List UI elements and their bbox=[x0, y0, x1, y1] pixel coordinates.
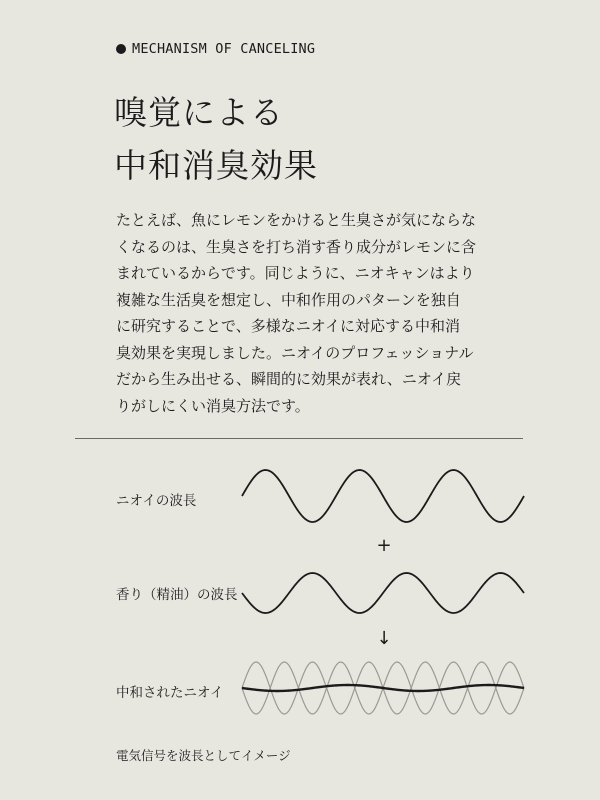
body-line: くなるのは、生臭さを打ち消す香り成分がレモンに含 bbox=[116, 237, 477, 256]
title-line-1: 嗅覚による bbox=[114, 93, 284, 132]
bullet-dot-icon bbox=[116, 44, 126, 54]
eyebrow bbox=[116, 41, 315, 57]
neutralized-label: 中和されたニオイ bbox=[116, 685, 224, 701]
body-line: たとえば、魚にレモンをかけると生臭さが気にならな bbox=[116, 211, 477, 229]
title-line-2: 中和消臭効果 bbox=[114, 146, 318, 185]
neutralized-wave bbox=[242, 660, 524, 716]
aroma-wave-line bbox=[242, 573, 524, 613]
down-arrow-icon: ↓ bbox=[376, 628, 392, 649]
section-divider bbox=[75, 438, 523, 439]
body-line: まれているからです。同じように、ニオキャンはより bbox=[116, 264, 475, 282]
odor-wave-label: ニオイの波長 bbox=[116, 493, 197, 509]
body-line: 複雑な生活臭を想定し、中和作用のパターンを独自 bbox=[116, 290, 461, 309]
odor-wave bbox=[242, 468, 524, 524]
footnote: 電気信号を波長としてイメージ bbox=[116, 748, 291, 763]
aroma-wave bbox=[242, 571, 524, 615]
body-line: だから生み出せる、瞬間的に効果が表れ、ニオイ戻 bbox=[116, 370, 462, 388]
page-title bbox=[114, 86, 318, 192]
eyebrow-label: MECHANISM OF CANCELING bbox=[132, 41, 316, 57]
body-paragraph bbox=[116, 207, 496, 419]
neutralized-wave-line bbox=[242, 685, 524, 691]
body-line: りがしにくい消臭方法です。 bbox=[116, 396, 310, 415]
plus-symbol: + bbox=[376, 535, 392, 556]
body-line: に研究することで、多様なニオイに対応する中和消 bbox=[116, 317, 460, 335]
odor-wave-line bbox=[242, 470, 524, 522]
aroma-wave-label: 香り（精油）の波長 bbox=[116, 587, 238, 603]
body-line: 臭効果を実現しました。ニオイのプロフェッショナル bbox=[116, 343, 474, 362]
